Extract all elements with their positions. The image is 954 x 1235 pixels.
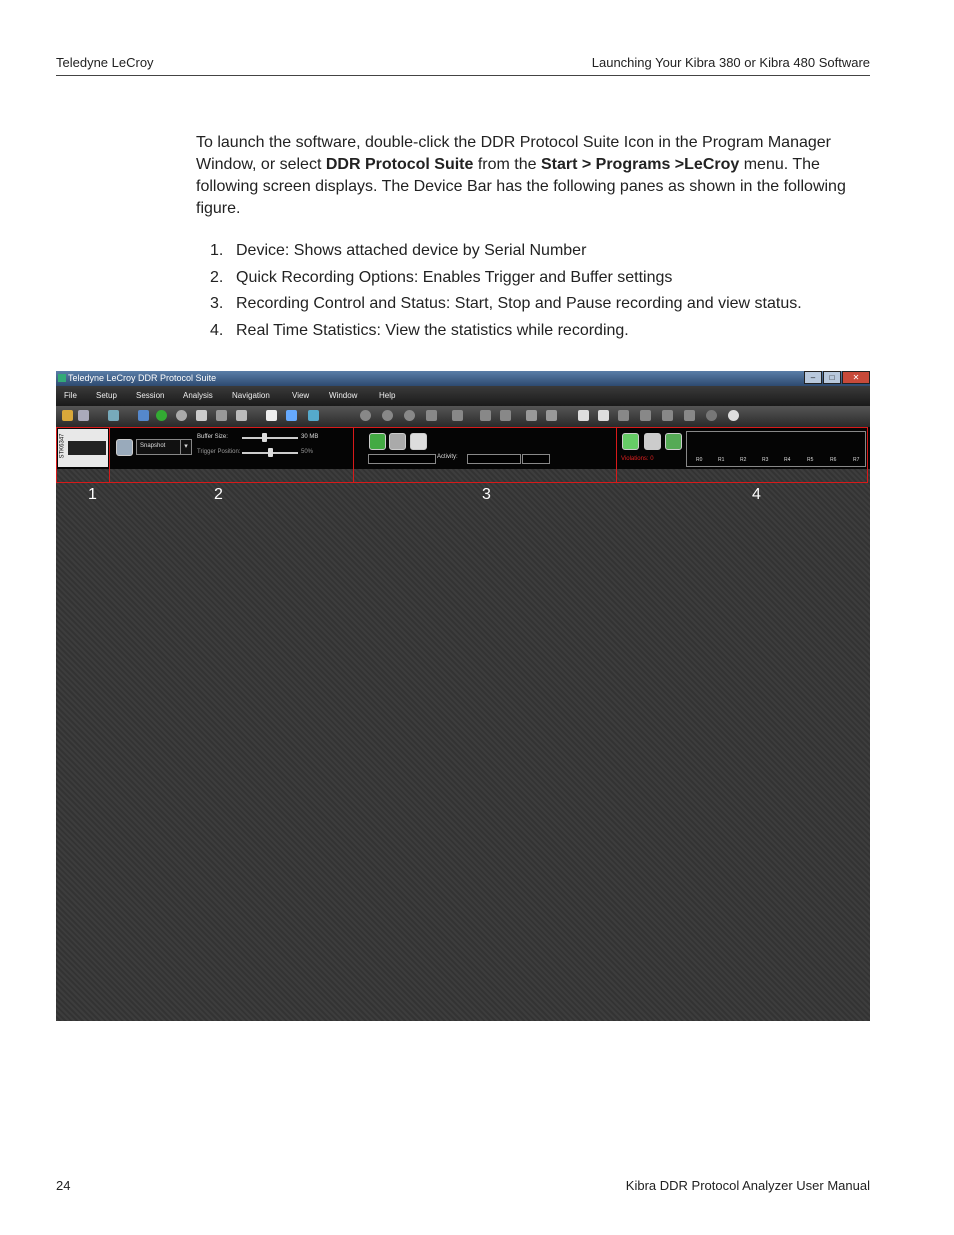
intro-text-2: from the [473,156,541,173]
highlight-device-pane [56,427,110,483]
list-item [196,240,876,267]
minimize-icon[interactable]: – [804,371,822,384]
menu-file[interactable]: File [64,391,77,400]
redo-icon[interactable] [382,410,393,421]
pause-icon[interactable] [526,410,537,421]
list-item [196,320,876,347]
arrow-right-icon[interactable] [500,410,511,421]
intro-text-3: menu. The following screen displays. The Device Bar has the following panes as shown in the following figure. [196,156,846,217]
activity-label: Activity: [437,454,458,460]
go-icon[interactable] [156,410,167,421]
document-icon[interactable] [598,410,609,421]
footer-title: Kibra DDR Protocol Analyzer User Manual [625,1178,870,1193]
menu-setup[interactable]: Setup [96,391,117,400]
menu-window[interactable]: Window [329,391,358,400]
list-number: 1. [210,242,224,259]
software-screenshot [56,371,870,1021]
pane-number-1: 1 [88,486,97,503]
window-titlebar [56,371,870,386]
channel-label: R6 [830,457,837,463]
buffer-size-value: 30 MB [301,434,319,440]
channel-label: R7 [853,457,860,463]
intro-bold-2: Start > Programs >LeCroy [540,156,740,173]
list-item [196,293,876,320]
bookmark-icon[interactable] [426,410,437,421]
list-text: Device: Shows attached device by Serial Number [236,242,587,259]
trigger-position-label: Trigger Position: [197,449,241,455]
pane-number-3: 3 [482,486,491,503]
report-icon[interactable] [266,410,277,421]
maximize-icon[interactable]: □ [823,371,841,384]
list-text: Recording Control and Status: Start, Stop and Pause recording and view status. [236,295,802,312]
window-title: Teledyne LeCroy DDR Protocol Suite [68,373,217,383]
menu-help[interactable]: Help [379,391,396,400]
arrow-left-icon[interactable] [480,410,491,421]
open-folder-icon[interactable] [62,410,73,421]
highlight-statistics-pane [616,427,868,483]
find-next-icon[interactable] [452,410,463,421]
highlight-recording-control-pane [353,427,617,483]
trigger-position-value: 50% [301,449,314,455]
channel-label: R4 [784,457,791,463]
list-number: 4. [210,321,224,339]
list-number: 3. [210,295,224,312]
close-icon[interactable]: ✕ [842,371,870,384]
channel-label: R2 [740,457,747,463]
toolbar [56,406,870,427]
undo-icon[interactable] [360,410,371,421]
device-serial: STK6347 [59,433,66,459]
target-icon[interactable] [176,410,187,421]
settings-icon[interactable] [108,410,119,421]
pane-number-2: 2 [214,486,223,503]
tools-icon[interactable] [640,410,651,421]
link-icon[interactable] [138,410,149,421]
page-header [56,53,870,76]
gear-icon[interactable] [662,410,673,421]
buffer-size-label: Buffer Size: [197,434,228,440]
filter-icon[interactable] [216,410,227,421]
list-text: Real Time Statistics: View the statistics while recording. [236,321,629,339]
hand-icon[interactable] [196,410,207,421]
intro-text-1: To launch the software, double-click the DDR Protocol Suite Icon in the Program Manager Window, or select [196,134,831,173]
page-number: 24 [56,1178,71,1193]
list-item [196,267,876,294]
channel-label: R0 [696,457,703,463]
menu-analysis[interactable]: Analysis [183,391,213,400]
menu-bar [56,386,870,406]
dec-icon[interactable] [286,410,297,421]
list-text: Quick Recording Options: Enables Trigger and Buffer settings [236,268,673,286]
list-number: 2. [210,268,224,286]
app-icon [58,374,66,382]
header-right: Launching Your Kibra 380 or Kibra 480 Software [591,55,870,70]
export-icon[interactable] [236,410,247,421]
header-left: Teledyne LeCroy [56,55,154,70]
save-icon[interactable] [78,410,89,421]
pane-number-4: 4 [752,486,761,503]
window-controls [803,371,870,384]
channel-label: R1 [718,457,725,463]
recording-mode-value: Snapshot [140,443,166,449]
channel-label: R3 [762,457,769,463]
menu-session[interactable]: Session [136,391,165,400]
intro-paragraph [196,132,876,220]
transfer-icon[interactable] [684,410,695,421]
violations-count: Violations: 0 [621,456,654,462]
play-icon[interactable] [546,410,557,421]
monitor-icon[interactable] [578,410,589,421]
intro-bold-1: DDR Protocol Suite [325,156,474,173]
tree-icon[interactable] [618,410,629,421]
pane-list [196,240,876,346]
menu-view[interactable]: View [292,391,310,400]
layout-icon[interactable] [308,410,319,421]
menu-navigation[interactable]: Navigation [232,391,270,400]
power-icon[interactable] [728,410,739,421]
highlight-quick-recording-pane [109,427,354,483]
refresh-icon[interactable] [706,410,717,421]
channel-label: R5 [807,457,814,463]
chevron-down-icon: ▾ [180,440,191,454]
search-icon[interactable] [404,410,415,421]
